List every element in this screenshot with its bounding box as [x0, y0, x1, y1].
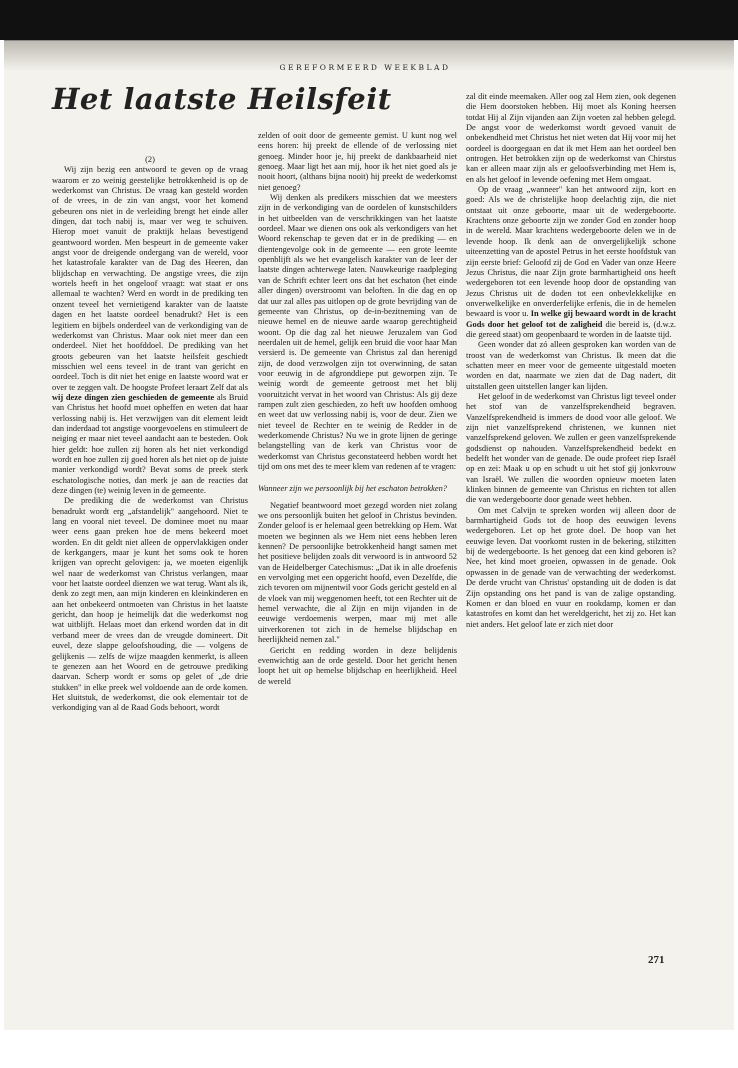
paragraph: zal dit einde meemaken. Aller oog zal Hem zien, ook degenen die Hem doorstoken hebben. Hij moet als Koning heersen totdat Hij al Zijn vijanden aan Zijn voeten zal hebben gelegd. De angst voor de wederkomst wordt gevoed vanuit de onbekendheid met Christus het niet weten dat Hij voor mij het oordeel is doorgegaan en dat ik met Hem aan het oordeel ben ontrogen. Het betrokken zijn op de wederkomst van Chirstus kan er alleen maar zijn als er geloofsverbinding met Hem is, en als het geloof in levende oefening met Hem omgaat.	[466, 92, 676, 184]
paragraph: Negatief beantwoord moet gezegd worden niet zolang we ons persoonlijk buiten het geloof in Christus bevinden. Zonder geloof is er helemaal geen betrekking op Hem. Wat moeten we beginnen als we Hem niet eens hebben leren kennen? De persoonlijke betrokkenheid hangt samen met het positieve belijden zoals dit verwoord is in antwoord 52 van de Heidelberger Catechismus: „Dat ik in alle droefenis en vervolging met een opgericht hoofd, even Dezelfde, die zich tevoren om mijnentwil voor Gods gericht gesteld en al de vloek van mij weggenomen heeft, tot een Rechter uit de hemel verwachte, die al Zijn en mijn vijanden in de eeuwige verdoemenis werpen, maar mij met alle uitverkorenen tot zich in de hemelse blijdschap en heerlijkheid nemen zal."	[258, 500, 457, 645]
paragraph: Geen wonder dat zó alleen gesproken kan worden van de troost van de wederkomst van Christus. Ik meen dat die schatten meer en meer voor de gemeente uitgestald moeten worden en dat, naarmate we zien dat de Dag nadert, dit uitstallen geen uitstellen langer kan lijden.	[466, 340, 676, 391]
text-column-3	[466, 92, 676, 954]
paragraph: Op de vraag „wanneer" kan het antwoord zijn, kort en goed: Als we de christelijke hoop deelachtig zijn, die niet ontstaat uit onze geboorte, maar uit de wedergeboorte. Krachtens onze geboorte zijn we zonder God en zonder hoop in de wereld. Maar krachtens wedergeboorte delen we in de levende hoop. Ik denk aan de onvergelijkelijk schone uiteenzetting van de apostel Petrus in het eerste hoofdstuk van zijn eerste brief: Geloofd zij de God en Vader van onze Heere Jezus Christus, die naar Zijn grote barmhartigheid ons heeft wedergeboren tot een levende hoop door de opstanding van Jezus Christus uit de doden tot een onbevlekkelijke en onverwelkelijke en onverderfelijke erfenis, die in de hemelen bewaard is voor u. In welke gij bewaard wordt in de kracht Gods door het geloof tot de zaligheid die bereid is, (d.w.z. die gereed staat) om geopenbaard te worden in de laatste tijd.	[466, 185, 676, 339]
text-column-2	[258, 131, 457, 953]
text-column-1	[52, 155, 248, 953]
article-title: Het laatste Heilsfeit	[52, 82, 392, 116]
paragraph: Wij denken als predikers misschien dat we meesters zijn in de verkondiging van de oordelen of kunstschilders in het uitbeelden van de verschrikkingen van het laatste oordeel. Maar we dienen ons ook als verkondigers van het Woord rekenschap te geven dat er in de prediking — en dientengevolge ook in de gemeente — een grote leemte openblijft als we het evangelisch karakter van de leer der laatste dingen achterwege laten. Nauwkeurige raadpleging van de Schrift echter leert ons dat het eschaton (het einde aller dingen) overstroomt van beloften. In die dag en op dat uur zal alles pas uitlopen op de grote bevrijding van de gemeente van Christus, op de-in-bezitneming van de nieuwe hemel en de nieuwe aarde waarop gerechtigheid woont. Op die dag zal het nieuwe Jeruzalem van God neerdalen uit de hemel, gelijk een bruid die voor haar Man versierd is. De gemeente van Christus zal dan herenigd zijn, de dood verzwolgen zijn tot overwinning, de satan voor eeuwig in de afgronddiepe put geworpen zijn. Te weinig wordt de gemeente getroost met het blij vooruitzicht vervat in het woord van Christus: Als gij deze rampen zult zien geschieden, zo heft uw hoofden omhoog en weet dat uw verlossing nabij is, voor de deur. Zien we niet teveel de Rechter en te weinig de Redder in de wederkomende Christus? Nu we in grote lijnen de geringe belangstelling van de kerk van Christus voor de wederkomst van Christus geconstateerd hebben wordt het tijd om ons met des te meer klem van redenen af te vragen:	[258, 193, 457, 471]
paragraph: zelden of ooit door de gemeente gemist. U kunt nog wel eens horen: hij preekt de ellende of de verlossing niet genoeg. Minder hoor je, hij preekt de dankbaarheid niet genoeg. Maar ligt het aan mij, hoor ik het niet goed als je nooit hoort, (althans bijna nooit) hij preekt de wederkomst niet genoeg?	[258, 131, 457, 192]
paragraph: De prediking die de wederkomst van Christus benadrukt wordt erg „afstandelijk" aangehoord. Niet te lang en vooral niet teveel. De dominee moet nu maar weer eens gaan preken hoe de mens bekeerd moet worden. En dit geldt niet alleen de oppervlakkigen onder de kerkgangers, maar je kunt het soms ook te horen krijgen van oprecht gelovigen: ja, we moeten eigenlijk wel naar de wederkomst van Christus verlangen, maar voor het laatste oordeel dienzen we wat terug. Want als ik, denk zo zegt men, aan mijn kinderen en kleinkinderen en aan het onbekeerd ontmoeten van Christus in het laatste gericht, dan hoop je heimelijk dat die wederkomst nog wat uitblijft. Helaas moet dan erkend worden dat in dit verband meer de vrees dan de vreugde domineert. Dit euvel, deze slappe geloofshouding, die — volgens de gelijkenis — zelfs de wijze maagden kenmerkt, is alleen te genezen aan het Woord en de getrouwe prediking daarvan. Scherp wordt er soms op gelet of „de drie stukken" in elke preek wel voldoende aan de orde komen. Het sluitstuk, de wederkomst, die ook elementair tot de verkondiging van al de Raad Gods behoort, wordt	[52, 496, 248, 713]
paragraph: Wij zijn bezig een antwoord te geven op de vraag waarom er zo weinig geestelijke betrokkenheid is op de wederkomst van Christus. De vraag kan gesteld worden of de vrees, in de zin van angst, voor het komend gebeuren ons niet in de verleiding brengt het einde aller dingen, dat toch nabij is, maar ver weg te schuiven. Hierop moet vanuit de praktijk helaas bevestigend geantwoord worden. Men bespeurt in de gemeente vaker angst voor de dreigende ondergang van de wereld, voor het katastrofale karakter van de Dag des Heeren, dan blijdschap en verwachting. De angstige vrees, die zijn wortels heeft in het ongeloof vraagt: wat staat er ons allemaal te wachten? Werd en wordt in de prediking ten onzent teveel het vernietigend karakter van de laatste dagen en het laatste oordeel benadrukt? Het is een legitiem en bijbels onderdeel van de verkondiging van de wederkomst van Christus. Maar ook niet meer dan een onderdeel. Niet het hoofddoel. De prediking van het groots gebeuren van het laatste heilsfeit geschiedt misschien wel eens teveel in de trant van gericht en oordeel. Toch is dit niet het enige en laatste woord wat er over te zeggen valt. De hoogste Profeet leraart Zelf dat als wij deze dingen zien geschieden de gemeente als Bruid van Christus het hoofd moet opheffen en weten dat haar verlossing nabij is. Het verzwijgen van dit element leidt dan inderdaad tot angstige voorgevoelens en stimuleert de neiging er maar niet teveel aandacht aan te besteden. Ook hier geldt: hoe zullen zij horen als het niet verkondigd wordt en hoe zullen zij goed horen als het niet op de juiste manier verkondigd wordt? Bevat soms de preek sterk eschatologische noties, dan merk je aan de reacties dat deze dingen (te) weinig leven in de gemeente.	[52, 165, 248, 495]
running-header: GEREFORMEERD WEEKBLAD	[279, 63, 451, 72]
scan-bottom-margin	[0, 1030, 738, 1068]
paragraph: Om met Calvijn te spreken worden wij alleen door de barmhartigheid Gods tot de hoop des eeuwigen levens wedergeboren. Let op het grote doel. De hoop van het eeuwige leven. Dat voorkomt rusten in de bekering, stilzitten bij de wedergeboorte. Is het genoeg dat een kind geboren is? Nee, het kind moet groeien, opwassen in de genade. Ook opwassen in de genade van de verwachting der wederkomst. De derde vrucht van Christus' opstanding uit de doden is dat Zijn opstanding ons het pand is van de zalige opstanding. Komen er dan bloed en vuur en rookdamp, komen er dan katastrofes en komt dan het wereldgericht, het zij zo. Het kan niet anders. Het geloof late er zich niet door	[466, 505, 676, 629]
article-part-number: (2)	[145, 155, 155, 164]
paragraph: Gericht en redding worden in deze belijdenis evenwichtig aan de orde gesteld. Door het gericht henen loopt het uit op hemelse blijdschap en heerlijkheid. Heel de wereld	[258, 645, 457, 686]
paragraph: Het geloof in de wederkomst van Christus ligt teveel onder het stof van de vanzelfsprekendheid begraven. Vanzelfsprekendheid is immers de dood voor alle geloof. We zijn niet vanzelfsprekend christenen, we kunnen niet vanzelfsprekend geloven. We zullen er geen vanzelfsprekende godsdienst op nahouden. Vanzelfsprekendheid bedekt en bedelft het wonder van de genade. De oude profeet riep Israël op en zei: Maak u op en schudt u uit het stof gij jonkvrouw van Israël. We zullen die woorden opnieuw moeten laten klinken binnen de gemeente van Christus en richten tot allen die van wedergeboorte door genade weet hebben.	[466, 391, 676, 505]
section-subheading: Wanneer zijn we persoonlijk bij het eschaton betrokken?	[258, 484, 447, 494]
page-number: 271	[648, 954, 665, 966]
scan-top-border	[0, 0, 738, 40]
